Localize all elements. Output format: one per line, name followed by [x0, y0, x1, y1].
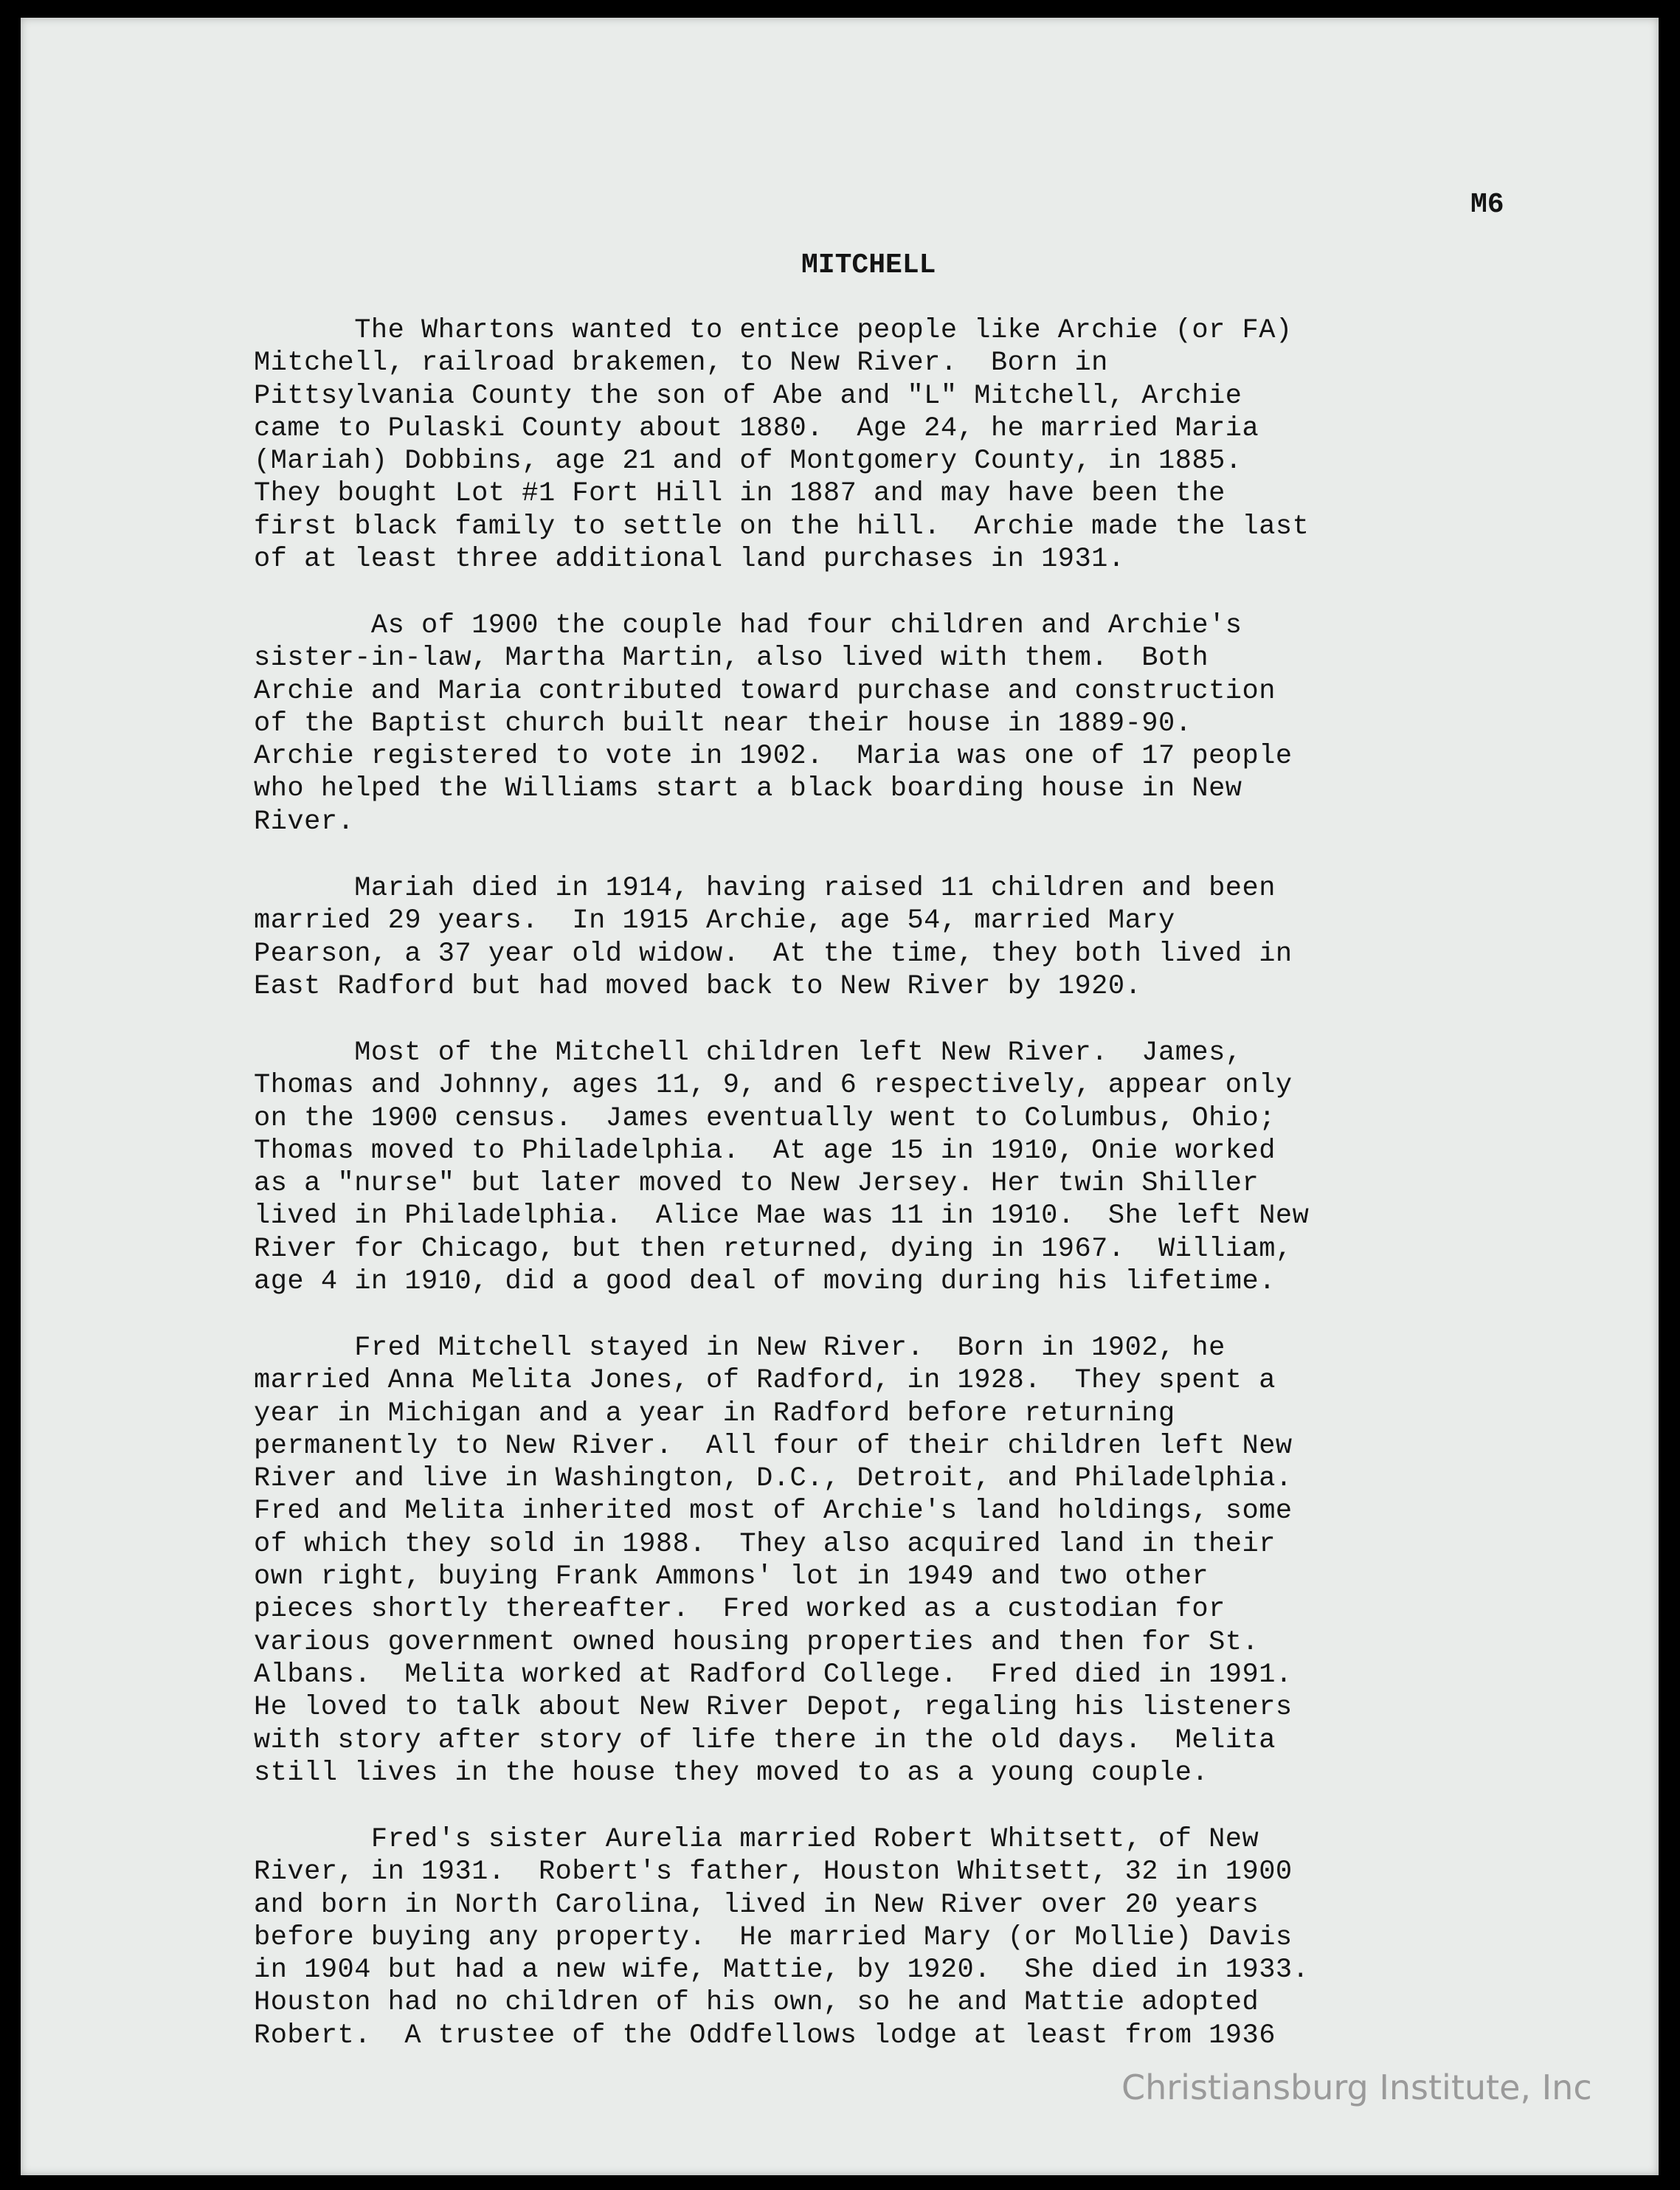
paragraph-5: Fred Mitchell stayed in New River. Born in 1902, he married Anna Melita Jones, of Radford, in 1928. They spent a year in Michigan and a year in Radford before returning permanently to New River. All four of their children left New River and live in Washington, D.C., Detroit, and Philadelphia. Fred and Melita inherited most of Archie's land holdings, some of which they sold in 1988. They also acquired land in their own right, buying Frank Ammons' lot in 1949 and two other pieces shortly thereafter. Fred worked as a custodian for various government owned housing properties and then for St. Albans. Melita worked at Radford College. Fred died in 1991. He loved to talk about New River Depot, regaling his listeners with story after story of life there in the old days. Melita still lives in the house they moved to as a young couple.	[254, 1333, 1293, 1789]
paragraph-6: Fred's sister Aurelia married Robert Whitsett, of New River, in 1931. Robert's father, Houston Whitsett, 32 in 1900 and born in North Carolina, lived in New River over 20 years before buying any property. He married Mary (or Mollie) Davis in 1904 but had a new wife, Mattie, by 1920. She died in 1933. Houston had no children of his own, so he and Mattie adopted Robert. A trustee of the Oddfellows lodge at least from 1936	[254, 1824, 1310, 2051]
watermark: Christiansburg Institute, Inc	[1121, 2068, 1592, 2107]
paragraph-1: The Whartons wanted to entice people like Archie (or FA) Mitchell, railroad brakemen, to New River. Born in Pittsylvania County the son of Abe and "L" Mitchell, Archie came to Pulaski County about 1880. Age 24, he married Maria (Mariah) Dobbins, age 21 and of Montgomery County, in 1885. They bought Lot #1 Fort Hill in 1887 and may have been the first black family to settle on the hill. Archie made the last of at least three additional land purchases in 1931.	[254, 315, 1310, 576]
page-number: M6	[1470, 189, 1504, 221]
document-page	[21, 18, 1659, 2175]
paragraph-2: As of 1900 the couple had four children and Archie's sister-in-law, Martha Martin, also lived with them. Both Archie and Maria contributed toward purchase and construction of the Baptist church built near their house in 1889-90. Archie registered to vote in 1902. Maria was one of 17 people who helped the Williams start a black boarding house in New River.	[254, 610, 1293, 837]
paragraph-3: Mariah died in 1914, having raised 11 children and been married 29 years. In 1915 Archie, age 54, married Mary Pearson, a 37 year old widow. At the time, they both lived in East Radford but had moved back to New River by 1920.	[254, 873, 1293, 1002]
page-title: MITCHELL	[801, 249, 936, 281]
paragraph-4: Most of the Mitchell children left New River. James, Thomas and Johnny, ages 11, 9, and 6 respectively, appear only on the 1900 census. James eventually went to Columbus, Ohio; Thomas moved to Philadelphia. At age 15 in 1910, Onie worked as a "nurse" but later moved to New Jersey. Her twin Shiller lived in Philadelphia. Alice Mae was 11 in 1910. She left New River for Chicago, but then returned, dying in 1967. William, age 4 in 1910, did a good deal of moving during his lifetime.	[254, 1037, 1310, 1298]
